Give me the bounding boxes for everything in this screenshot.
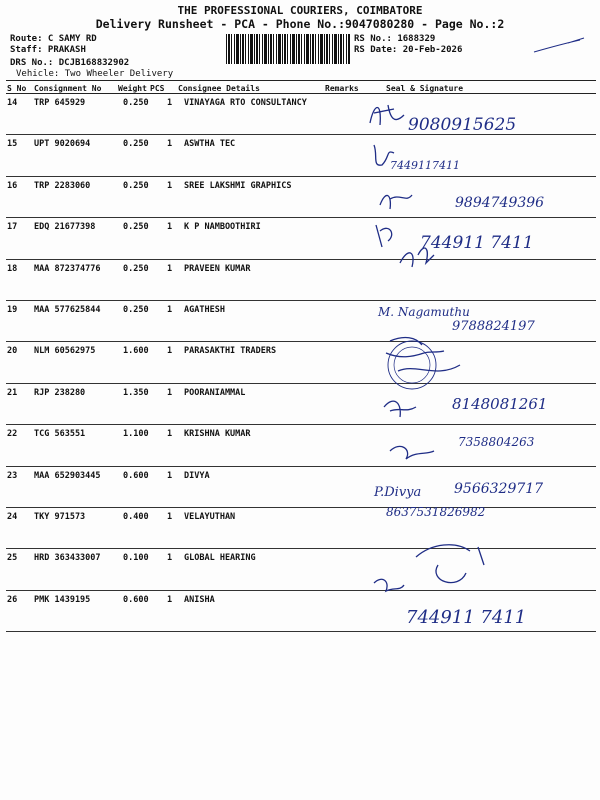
row-consignee: KRISHNA KUMAR xyxy=(184,429,251,440)
row-weight: 0.100 xyxy=(123,553,149,564)
hw-name-row23: P.Divya xyxy=(374,485,422,500)
row-consignment-no: MAA 577625844 xyxy=(34,305,101,315)
row-consignment-no: UPT 9020694 xyxy=(34,139,91,150)
row-consignment-no: TKY 971573 xyxy=(34,512,86,522)
row-pcs: 1 xyxy=(167,139,173,150)
hw-phone-row21: 8148081261 xyxy=(452,395,548,413)
row-weight: 1.100 xyxy=(123,429,149,440)
row-pcs: 1 xyxy=(167,594,173,605)
vehicle-label: Vehicle: Two Wheeler Delivery xyxy=(16,69,174,79)
row-consignee: AGATHESH xyxy=(184,305,225,315)
row-sno: 16 xyxy=(7,180,18,191)
hw-phone-row23: 9566329717 xyxy=(454,481,544,497)
row-consignment-no: TCG 563551 xyxy=(34,429,86,440)
row-consignment-no: PMK 1439195 xyxy=(34,594,91,605)
row-consignee: DIVYA xyxy=(184,470,210,481)
signature-area xyxy=(360,95,595,655)
row-pcs: 1 xyxy=(167,512,173,522)
row-pcs: 1 xyxy=(167,553,173,564)
company-title: THE PROFESSIONAL COURIERS, COIMBATORE xyxy=(177,4,423,17)
hw-name-row19: M. Nagamuthu xyxy=(378,305,470,319)
row-sno: 24 xyxy=(7,512,18,522)
row-sno: 22 xyxy=(7,429,18,440)
col-sno: S No xyxy=(7,84,27,93)
row-sno: 17 xyxy=(7,222,18,233)
col-pcs: PCS xyxy=(150,84,165,93)
row-consignee: ANISHA xyxy=(184,594,215,605)
runsheet-subtitle: Delivery Runsheet - PCA - Phone No.:9047080280 - Page No.:2 xyxy=(95,17,505,31)
row-consignee: VINAYAGA RTO CONSULTANCY xyxy=(184,98,307,108)
header-top-rule xyxy=(6,80,596,81)
hw-phone-row22: 7358804263 xyxy=(458,435,535,449)
row-sno: 26 xyxy=(7,594,18,605)
row-sno: 15 xyxy=(7,139,18,150)
row-sno: 23 xyxy=(7,470,18,481)
row-weight: 0.250 xyxy=(123,98,149,108)
row-pcs: 1 xyxy=(167,263,173,274)
row-consignment-no: TRP 645929 xyxy=(34,98,86,108)
header-pen-mark xyxy=(530,34,590,56)
hw-phone-row14: 9080915625 xyxy=(408,115,517,135)
rs-number: RS No.: 1688329 xyxy=(354,34,436,44)
row-sno: 20 xyxy=(7,346,18,357)
row-pcs: 1 xyxy=(167,222,173,233)
row-weight: 0.400 xyxy=(123,512,149,522)
row-pcs: 1 xyxy=(167,98,173,108)
row-pcs: 1 xyxy=(167,429,173,440)
row-weight: 0.250 xyxy=(123,139,149,150)
col-consignment: Consignment No xyxy=(34,84,102,93)
row-sno: 21 xyxy=(7,387,18,398)
row-weight: 0.250 xyxy=(123,222,149,233)
row-weight: 0.250 xyxy=(123,263,149,274)
drs-number: DRS No.: DCJB168832902 xyxy=(10,58,130,68)
hw-number-row15: 7449117411 xyxy=(390,159,460,172)
signature-scribbles xyxy=(360,95,595,655)
row-consignee: ASWTHA TEC xyxy=(184,139,236,150)
row-pcs: 1 xyxy=(167,305,173,315)
row-consignee: POORANIAMMAL xyxy=(184,387,246,398)
row-weight: 0.250 xyxy=(123,180,149,191)
row-pcs: 1 xyxy=(167,180,173,191)
row-weight: 0.600 xyxy=(123,594,149,605)
col-remarks: Remarks xyxy=(325,84,359,93)
row-weight: 1.350 xyxy=(123,387,149,398)
col-consignee: Consignee Details xyxy=(178,84,260,93)
hw-number-row26: 744911 7411 xyxy=(406,607,527,628)
row-sno: 14 xyxy=(7,98,18,108)
rs-date: RS Date: 20-Feb-2026 xyxy=(354,45,463,55)
row-weight: 0.250 xyxy=(123,305,149,315)
row-consignee: K P NAMBOOTHIRI xyxy=(184,222,261,233)
barcode xyxy=(226,34,350,64)
row-sno: 19 xyxy=(7,305,18,315)
col-weight: Weight xyxy=(118,84,147,93)
row-consignment-no: MAA 652903445 xyxy=(34,470,101,481)
row-consignee: PARASAKTHI TRADERS xyxy=(184,346,277,357)
staff-label: Staff: PRAKASH xyxy=(10,45,86,55)
hw-phone-row24: 8637531826982 xyxy=(386,505,486,519)
row-consignee: VELAYUTHAN xyxy=(184,512,236,522)
hw-phone-row19: 9788824197 xyxy=(452,319,535,334)
row-pcs: 1 xyxy=(167,387,173,398)
row-pcs: 1 xyxy=(167,346,173,357)
row-weight: 1.600 xyxy=(123,346,149,357)
row-consignee: GLOBAL HEARING xyxy=(184,553,256,564)
hw-number-row17: 744911 7411 xyxy=(420,233,534,253)
row-consignee: PRAVEEN KUMAR xyxy=(184,263,251,274)
row-consignment-no: RJP 238280 xyxy=(34,387,86,398)
route-label: Route: C SAMY RD xyxy=(10,34,97,44)
row-sno: 18 xyxy=(7,263,18,274)
row-sno: 25 xyxy=(7,553,18,564)
row-weight: 0.600 xyxy=(123,470,149,481)
row-consignment-no: HRD 363433007 xyxy=(34,553,101,564)
col-seal-signature: Seal & Signature xyxy=(386,84,464,93)
row-consignment-no: MAA 872374776 xyxy=(34,263,101,274)
row-consignment-no: EDQ 21677398 xyxy=(34,222,96,233)
row-pcs: 1 xyxy=(167,470,173,481)
row-consignee: SREE LAKSHMI GRAPHICS xyxy=(184,180,292,191)
row-consignment-no: TRP 2283060 xyxy=(34,180,91,191)
hw-phone-row16: 9894749396 xyxy=(455,195,545,211)
row-consignment-no: NLM 60562975 xyxy=(34,346,96,357)
